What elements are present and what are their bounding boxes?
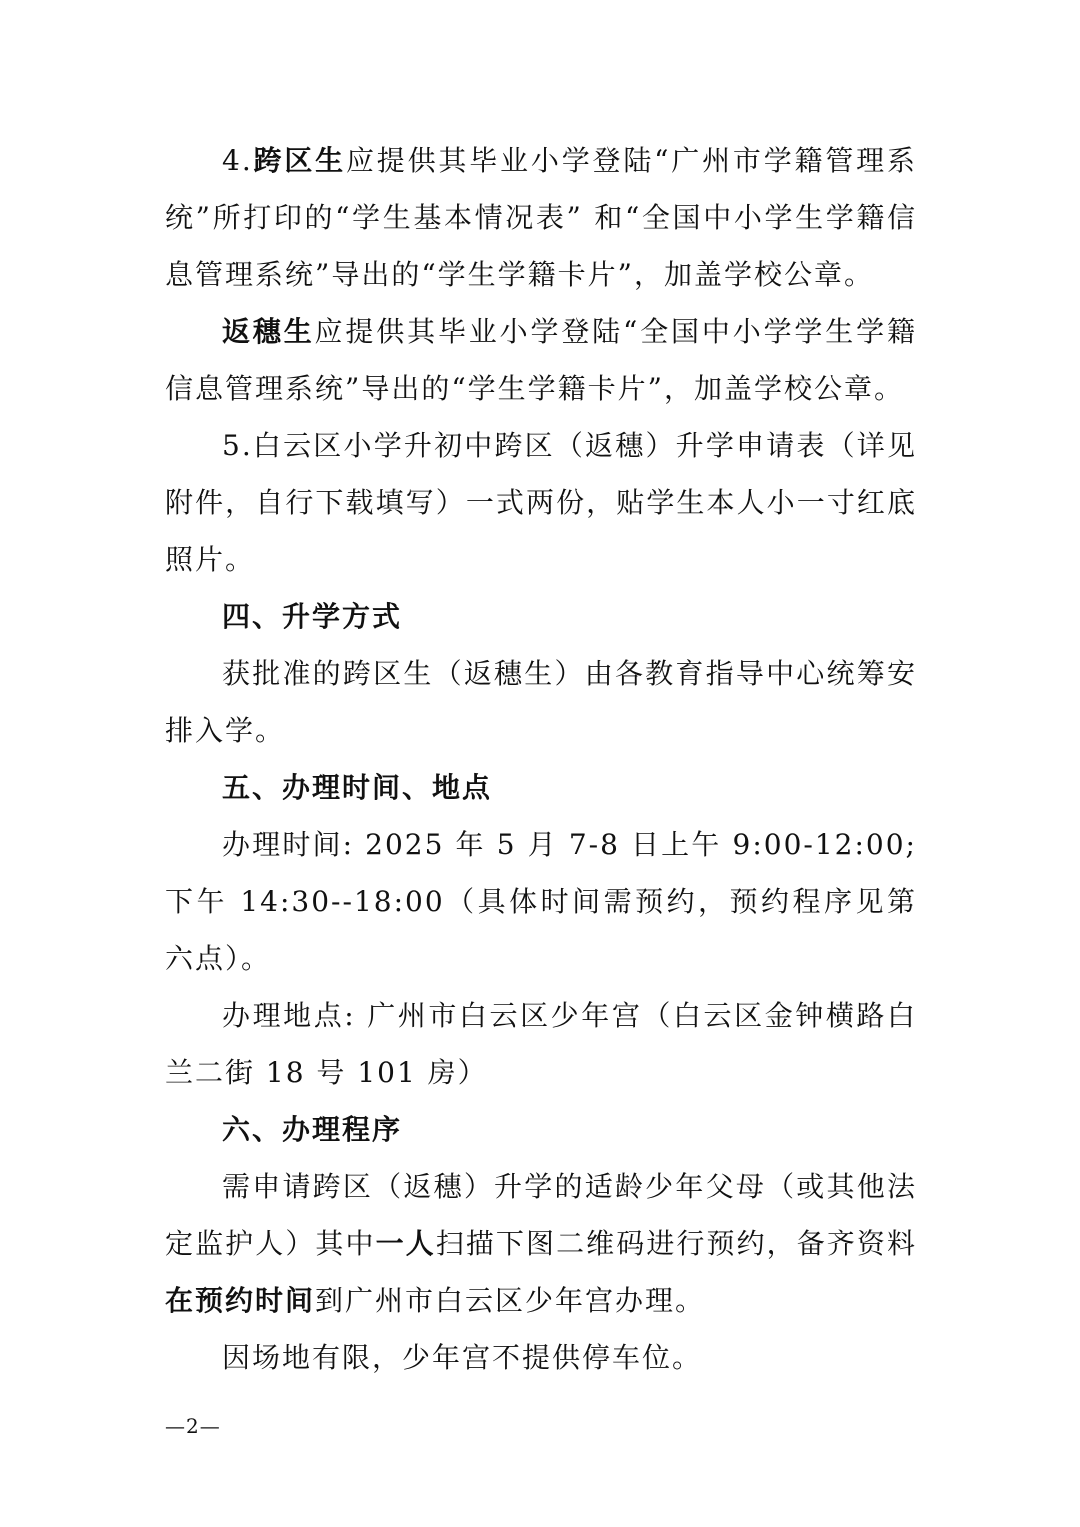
paragraph-application-form: 5.白云区小学升初中跨区（返穗）升学申请表（详见附件，自行下载填写）一式两份，贴学生本人小一寸红底照片。	[165, 429, 917, 576]
paragraph-text: 应提供其毕业小学登陆“全国中小学学生学籍信息管理系统”导出的“学生学籍卡片”，加盖学校公章。	[165, 315, 917, 405]
paragraph-text: 扫描下图二维码进行预约，备齐资料	[435, 1227, 917, 1260]
bold-term-cross-district: 跨区生	[252, 144, 346, 177]
bold-one-person: 一人	[375, 1227, 436, 1260]
paragraph-returning	[165, 303, 917, 417]
paragraph-text: 需申请跨区（返穗）升学的适龄少年父母（或其他法定监护人）其中	[165, 1170, 917, 1260]
paragraph-parking: 因场地有限，少年宫不提供停车位。	[222, 1341, 703, 1374]
section-heading-admission-method: 四、升学方式	[222, 600, 403, 633]
bold-appointment-time: 在预约时间	[165, 1284, 316, 1317]
item-number: 4.	[222, 144, 253, 177]
paragraph-procedure	[165, 1158, 917, 1329]
paragraph-cross-district	[165, 132, 917, 303]
paragraph-time: 办理时间: 2025 年 5 月 7-8 日上午 9:00-12:00; 下午 14:30--18:00（具体时间需预约，预约程序见第六点）。	[165, 828, 917, 975]
paragraph-text: 到广州市白云区少年宫办理。	[315, 1284, 706, 1317]
paragraph-place: 办理地点: 广州市白云区少年宫（白云区金钟横路白兰二街 18 号 101 房）	[165, 999, 917, 1089]
section-heading-time-place: 五、办理时间、地点	[222, 771, 493, 804]
section-heading-procedure: 六、办理程序	[222, 1113, 403, 1146]
paragraph-text: 应提供其毕业小学登陆“广州市学籍管理系统”所打印的“学生基本情况表” 和“全国中小学生学籍信息管理系统”导出的“学生学籍卡片”，加盖学校公章。	[165, 144, 917, 291]
document-body	[165, 132, 917, 1386]
paragraph-admission-method: 获批准的跨区生（返穗生）由各教育指导中心统筹安排入学。	[165, 657, 917, 747]
bold-term-returning: 返穗生	[222, 315, 315, 348]
page-number: —2—	[165, 1414, 221, 1438]
